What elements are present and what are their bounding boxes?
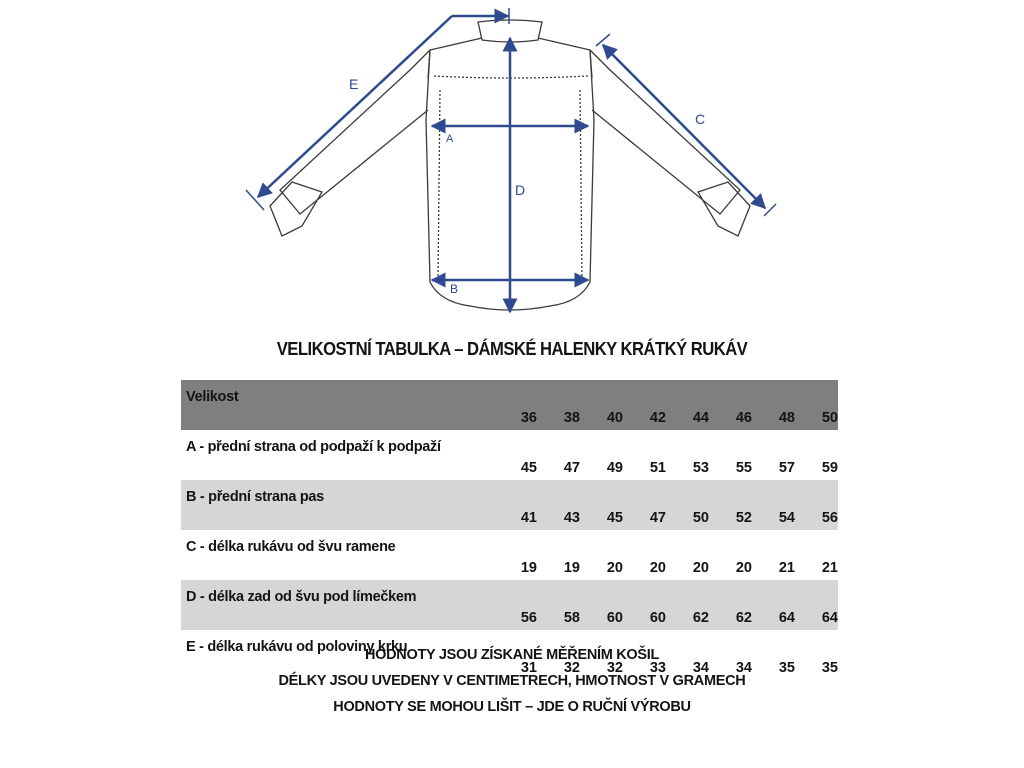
value-cell: 53 [666, 430, 709, 480]
value-cell: 62 [709, 580, 752, 630]
value-cell: 47 [623, 480, 666, 530]
value-cell: 20 [709, 530, 752, 580]
shoulder-right [538, 38, 592, 78]
measurement-arrows [258, 16, 765, 312]
table-row [181, 530, 838, 580]
label-c: C [695, 111, 706, 127]
value-cell: 20 [623, 530, 666, 580]
footnote: HODNOTY JSOU ZÍSKANÉ MĚŘENÍM KOŠIL [364, 647, 660, 663]
value-cell: 35 [752, 630, 795, 680]
value-cell: 62 [666, 580, 709, 630]
value-cell: 64 [795, 580, 838, 630]
value-cell: 54 [752, 480, 795, 530]
table-row [181, 580, 838, 630]
value-cell: 64 [752, 580, 795, 630]
table-row [181, 480, 838, 530]
label-e: E [349, 76, 359, 92]
value-cell: 19 [494, 530, 537, 580]
value-cell: 33 [623, 630, 666, 680]
value-cell: 45 [494, 430, 537, 480]
value-cell: 31 [494, 630, 537, 680]
table-header-row [181, 380, 838, 430]
value-cell: 21 [752, 530, 795, 580]
label-a: A [446, 133, 454, 145]
row-label: C - délka rukávu od švu ramene [181, 530, 494, 580]
page-title: VELIKOSTNÍ TABULKA – DÁMSKÉ HALENKY KRÁTKÝ RUKÁV [276, 338, 748, 359]
value-cell: 59 [795, 430, 838, 480]
value-cell: 32 [537, 630, 580, 680]
header-label: Velikost [181, 380, 494, 430]
value-cell: 55 [709, 430, 752, 480]
value-cell: 45 [580, 480, 623, 530]
value-cell: 34 [709, 630, 752, 680]
footnotes [0, 645, 1024, 723]
value-cell: 60 [623, 580, 666, 630]
size-cell: 48 [752, 380, 795, 430]
value-cell: 51 [623, 430, 666, 480]
value-cell: 58 [537, 580, 580, 630]
size-table [181, 380, 838, 680]
footnote: HODNOTY SE MOHOU LIŠIT – JDE O RUČNÍ VÝROBU [333, 699, 691, 715]
size-cell: 36 [494, 380, 537, 430]
value-cell: 35 [795, 630, 838, 680]
size-cell: 40 [580, 380, 623, 430]
value-cell: 49 [580, 430, 623, 480]
size-cell: 38 [537, 380, 580, 430]
value-cell: 57 [752, 430, 795, 480]
footnote: DÉLKY JSOU UVEDENY V CENTIMETRECH, HMOTNOST V GRAMECH [278, 673, 746, 689]
value-cell: 20 [666, 530, 709, 580]
value-cell: 47 [537, 430, 580, 480]
label-b: B [450, 282, 459, 296]
label-d: D [515, 182, 526, 198]
size-cell: 46 [709, 380, 752, 430]
table-row [181, 430, 838, 480]
row-label: D - délka zad od švu pod límečkem [181, 580, 494, 630]
value-cell: 50 [666, 480, 709, 530]
sleeve-right [590, 50, 740, 214]
row-label: E - délka rukávu od poloviny krku [181, 630, 494, 680]
value-cell: 19 [537, 530, 580, 580]
value-cell: 20 [580, 530, 623, 580]
body-inner-right [580, 90, 582, 280]
shoulder-left [428, 38, 482, 78]
size-cell: 44 [666, 380, 709, 430]
value-cell: 21 [795, 530, 838, 580]
size-cell: 50 [795, 380, 838, 430]
value-cell: 41 [494, 480, 537, 530]
row-label: B - přední strana pas [181, 480, 494, 530]
value-cell: 60 [580, 580, 623, 630]
value-cell: 56 [494, 580, 537, 630]
value-cell: 52 [709, 480, 752, 530]
arrow-c [603, 45, 765, 208]
value-cell: 34 [666, 630, 709, 680]
sleeve-left [280, 50, 430, 214]
value-cell: 43 [537, 480, 580, 530]
value-cell: 32 [580, 630, 623, 680]
body-inner-left [438, 90, 440, 280]
size-cell: 42 [623, 380, 666, 430]
shirt-measurement-diagram [0, 0, 1024, 330]
value-cell: 56 [795, 480, 838, 530]
row-label: A - přední strana od podpaží k podpaží [181, 430, 494, 480]
